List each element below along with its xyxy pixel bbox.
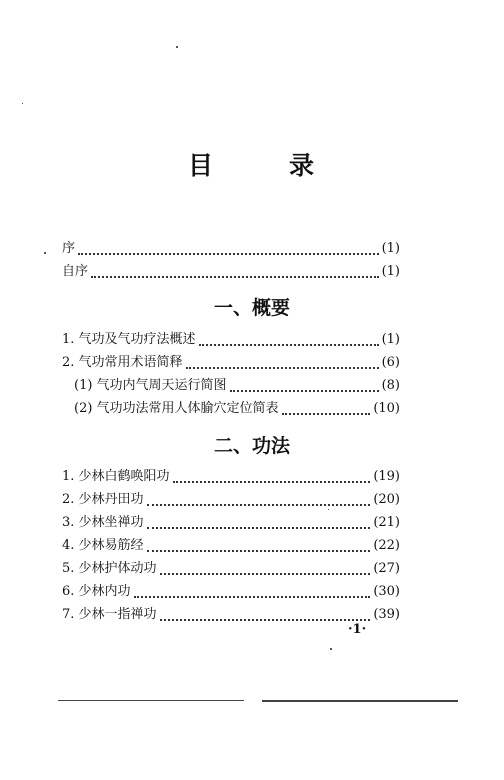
footer-rule-right [262,700,458,702]
toc-page-number: (6) [381,355,400,370]
toc-entry [62,354,400,372]
toc-label: 1. 少林白鹤唤阳功 [62,469,170,484]
toc-entry [62,491,400,509]
toc-label: 2. 少林丹田功 [62,492,144,507]
leader-dots [147,518,371,529]
title-char-right: 录 [289,151,317,180]
scan-speck [176,46,178,48]
leader-dots [199,335,379,346]
toc-entry [62,583,400,601]
leader-dots [91,267,379,278]
toc-label: 1. 气功及气功疗法概述 [62,332,196,347]
toc-page-number: (21) [373,515,400,530]
leader-dots [147,495,371,506]
leader-dots [134,587,371,598]
leader-dots [173,472,371,483]
toc-page-number: (22) [373,538,400,553]
toc-subentry [74,377,400,395]
toc-label: (2) 气功功法常用人体腧穴定位简表 [74,401,279,416]
toc-entry-author-preface [62,263,400,281]
toc-entry [62,468,400,486]
page-number: ·1· [348,622,367,637]
toc-page-number: (1) [381,264,400,279]
toc-entry [62,560,400,578]
toc-label: 5. 少林护体动功 [62,561,157,576]
toc-page-number: (20) [373,492,400,507]
toc-page-number: (27) [373,561,400,576]
toc-page-number: (1) [381,332,400,347]
toc-label: 2. 气功常用术语简释 [62,355,183,370]
section-heading-overview: 一、概要 [213,297,290,319]
toc-entry [62,331,400,349]
scan-speck [330,648,332,650]
toc-entry [62,514,400,532]
title-char-left: 目 [187,151,215,180]
toc-label: 3. 少林坐禅功 [62,515,144,530]
footer-rule-left [58,700,244,701]
toc-label: 4. 少林易筋经 [62,538,144,553]
toc-label: 自序 [62,264,89,279]
toc-page-number: (8) [381,378,400,393]
toc-entry-preface [62,240,400,258]
toc-label: 7. 少林一指禅功 [62,607,157,622]
toc-entry [62,537,400,555]
leader-dots [282,404,371,415]
leader-dots [160,610,371,621]
toc-page-number: (30) [373,584,400,599]
scan-speck [328,509,329,510]
toc-page-number: (10) [373,401,400,416]
toc-page-number: (39) [373,607,400,622]
toc-label: 序 [62,241,76,256]
leader-dots [230,381,379,392]
leader-dots [160,564,371,575]
page-title [0,146,504,182]
scan-speck [44,252,46,254]
toc-subentry [74,400,400,418]
leader-dots [186,358,379,369]
section-heading-methods: 二、功法 [213,435,290,457]
toc-label: 6. 少林内功 [62,584,131,599]
toc-page-number: (19) [373,469,400,484]
scan-speck [22,103,23,104]
toc-label: (1) 气功内气周天运行简图 [74,378,227,393]
toc-page-number: (1) [381,241,400,256]
leader-dots [147,541,371,552]
leader-dots [78,244,379,255]
